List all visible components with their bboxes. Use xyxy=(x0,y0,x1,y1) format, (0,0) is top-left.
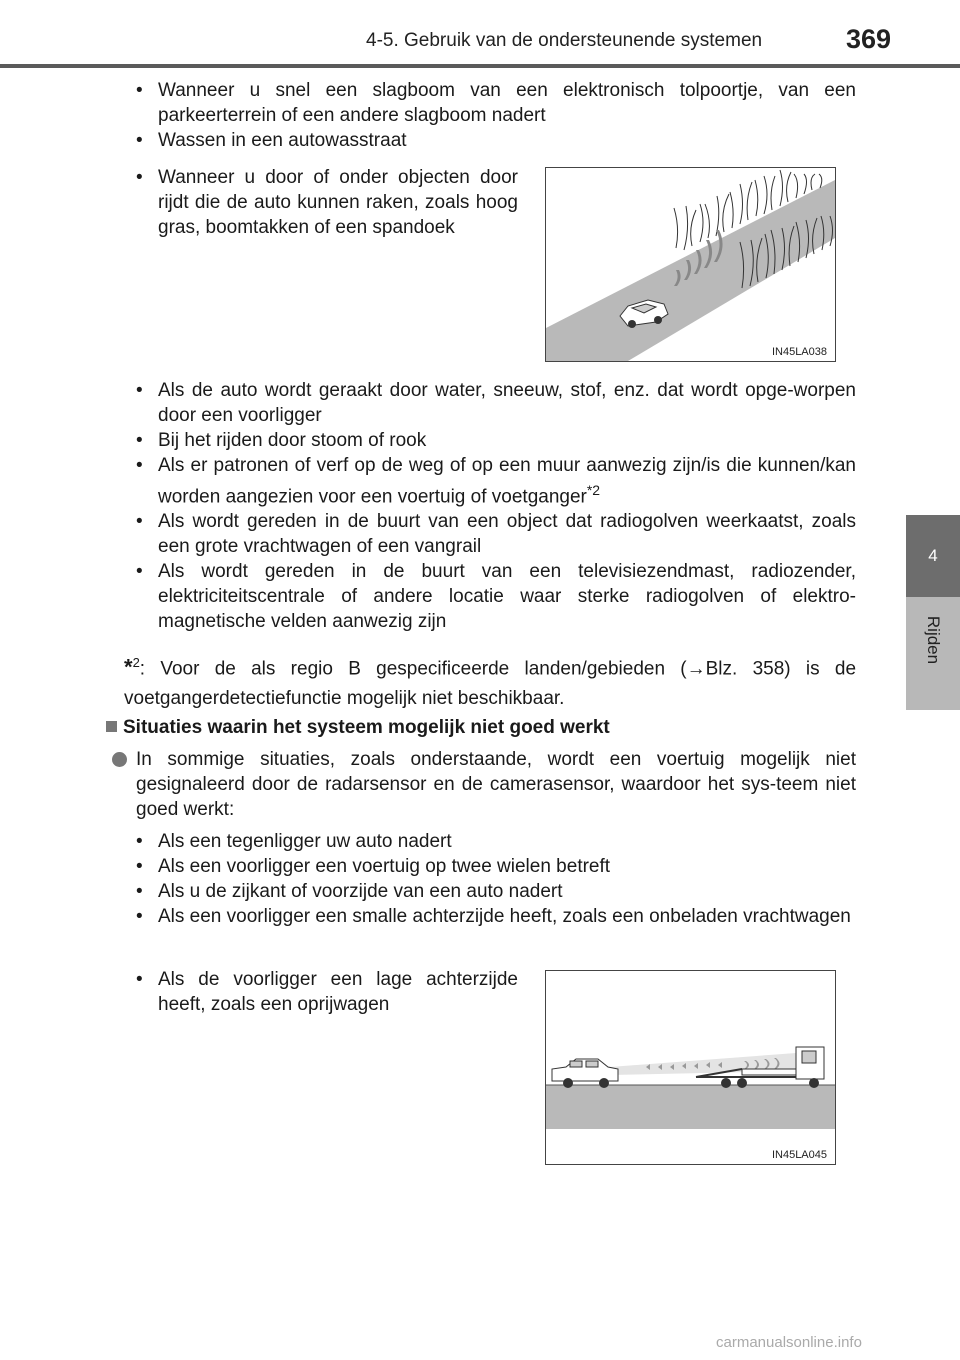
figure-label: IN45LA045 xyxy=(771,1149,827,1161)
circle-bullet-icon xyxy=(112,752,127,767)
figure-label: IN45LA038 xyxy=(771,346,827,358)
footnote-text-end: ) is de voetgangerdetectiefunctie mogelijk niet beschikbaar. xyxy=(124,658,857,710)
list-item: • Wanneer u door of onder objecten door rijdt die de auto kunnen raken, zoals hoog gras, boomtakken of een spandoek xyxy=(134,165,518,240)
page-link[interactable]: Blz. 358 xyxy=(705,658,785,680)
top-list xyxy=(134,78,856,153)
footnote-text: : Voor de als regio B gespecificeerde landen/gebieden ( xyxy=(139,658,687,680)
list-item-text: Als er patronen of verf op de weg of op een muur aanwezig zijn/is die kunnen/kan worden aangezien voor een voertuig of voetganger xyxy=(158,455,856,508)
section-heading xyxy=(106,717,610,739)
footnote-ref[interactable]: *2 xyxy=(586,482,601,498)
list-item: • Wassen in een autowasstraat xyxy=(134,128,856,153)
square-bullet-icon xyxy=(106,721,117,732)
chapter-tab-label: Rijden xyxy=(924,615,943,665)
list-item: • Bij het rijden door stoom of rook xyxy=(134,428,856,453)
watermark: carmanualsonline.info xyxy=(716,1334,862,1351)
section-paragraph xyxy=(112,747,856,822)
paragraph-text: In sommige situaties, zoals onderstaande, wordt een voertuig mogelijk niet gesignaleerd door de radarsensor en de camerasensor, waardoor het sys-teem niet goed werkt: xyxy=(136,749,856,820)
road-surface xyxy=(546,1085,835,1129)
list-item: • Als de auto wordt geraakt door water, sneeuw, stof, enz. dat wordt opge-worpen door een voorligger xyxy=(134,378,856,428)
tall-grass-illustration xyxy=(546,168,835,361)
mid-list xyxy=(134,378,856,634)
car xyxy=(552,1059,618,1088)
footnote-number: 2 xyxy=(132,655,140,670)
section-list xyxy=(134,829,856,929)
low-trailer-illustration xyxy=(546,971,835,1164)
list-item: • Als wordt gereden in de buurt van een object dat radiogolven weerkaatst, zoals een grote vrachtwagen of een vangrail xyxy=(134,509,856,559)
figure-tall-grass xyxy=(545,167,836,362)
list-item: • Als een voorligger een voertuig op twee wielen betreft xyxy=(134,854,856,879)
chapter-title: 4-5. Gebruik van de ondersteunende systemen xyxy=(366,30,763,51)
page-number: 369 xyxy=(846,24,892,54)
list-item: • Als een voorligger een smalle achterzijde heeft, zoals een onbeladen vrachtwagen xyxy=(134,904,856,929)
chapter-tab-number[interactable]: 4 xyxy=(906,515,960,597)
figure2-text xyxy=(134,967,518,1017)
figure-low-trailer xyxy=(545,970,836,1165)
figure1-text xyxy=(134,165,518,240)
list-item: • Als u de zijkant of voorzijde van een auto nadert xyxy=(134,879,856,904)
list-item: • Als de voorligger een lage achterzijde heeft, zoals een oprijwagen xyxy=(134,967,518,1017)
list-item xyxy=(134,453,856,509)
arrow-icon: → xyxy=(686,658,706,680)
list-item: • Als een tegenligger uw auto nadert xyxy=(134,829,856,854)
header-rule xyxy=(0,64,960,68)
list-item: • Wanneer u snel een slagboom van een elektronisch tolpoortje, van een parkeerterrein of een andere slagboom nadert xyxy=(134,78,856,128)
section-heading-text: Situaties waarin het systeem mogelijk niet goed werkt xyxy=(123,717,610,738)
footnote xyxy=(124,648,856,714)
footnote-mark: * xyxy=(124,654,133,680)
list-item: • Als wordt gereden in de buurt van een televisiezendmast, radiozender, elektriciteitscentrale of andere locatie waar sterke radiogolven of elektro-magnetische velden aanwezig zijn xyxy=(134,559,856,634)
